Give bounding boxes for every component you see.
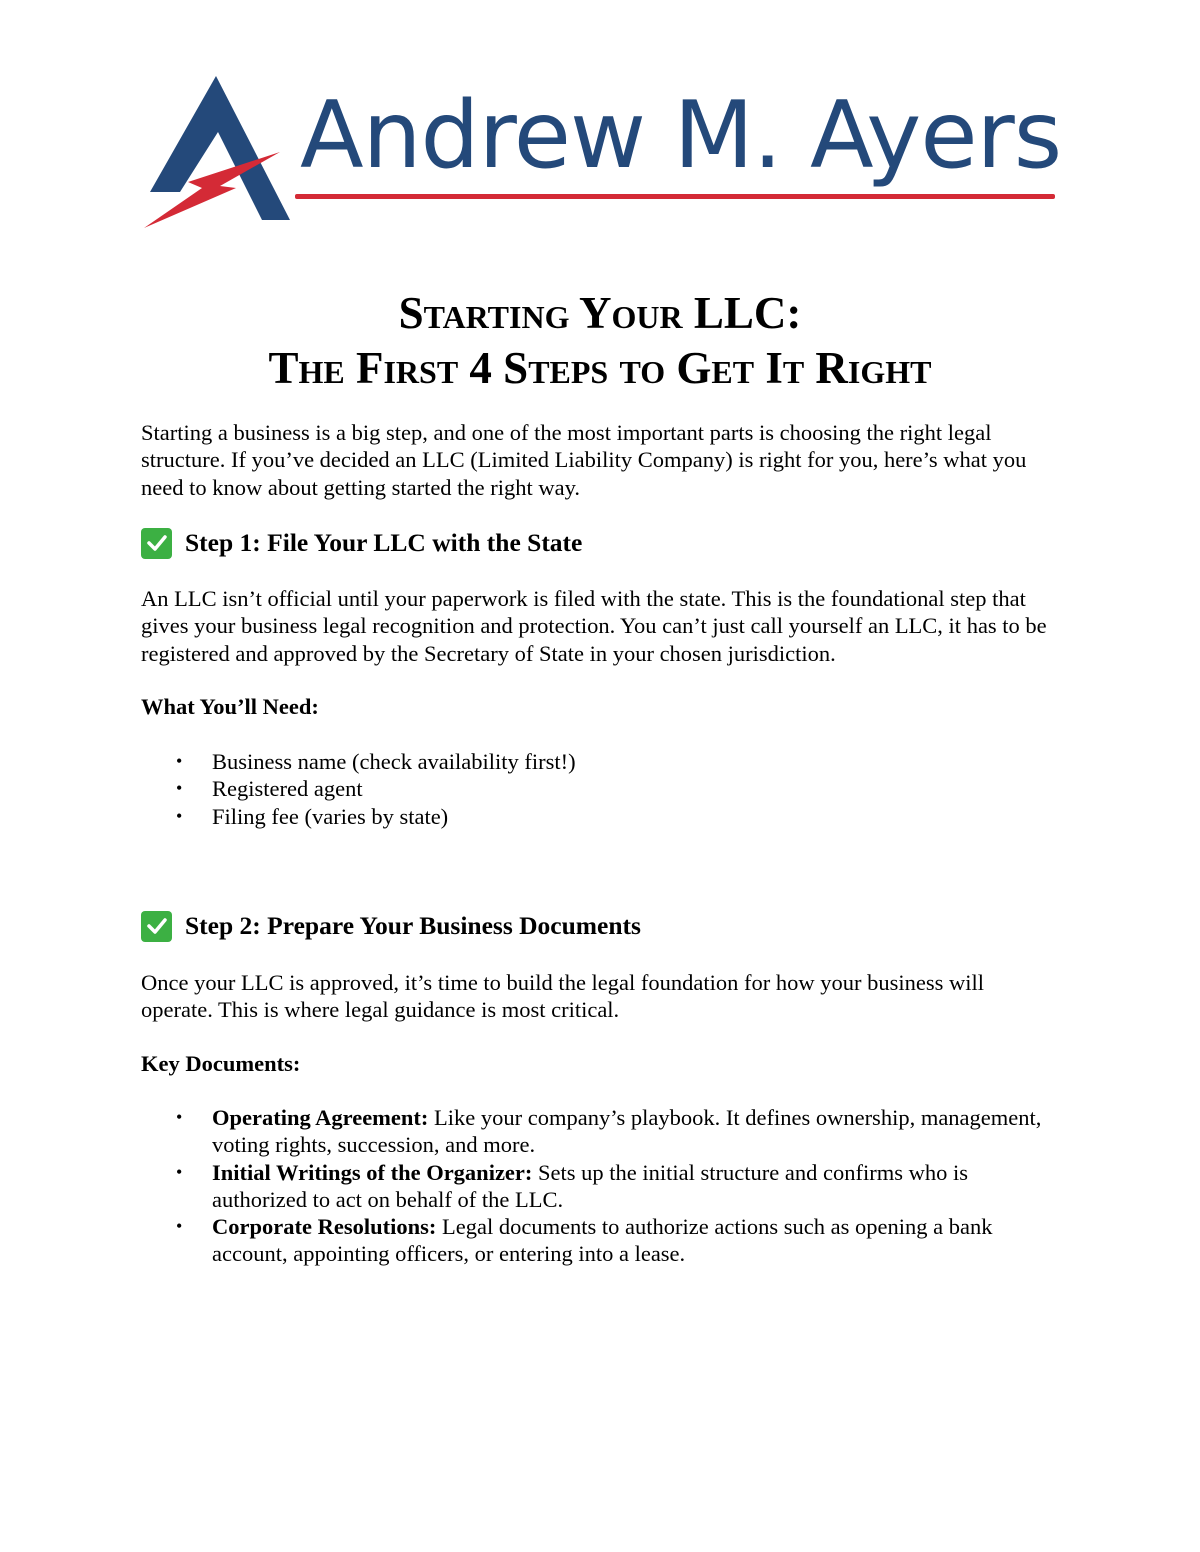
step-2-bullet-list	[141, 1104, 1061, 1268]
logo-underline	[295, 194, 1055, 199]
document-title-line-1: Starting Your LLC:	[398, 288, 802, 338]
list-item: • Operating Agreement: Like your company’s playbook. It defines ownership, management, voting rights, succession, and more.	[176, 1105, 1042, 1158]
list-item: • Corporate Resolutions: Legal documents to authorize actions such as opening a bank account, appointing officers, or entering into a lease.	[176, 1214, 993, 1267]
list-item: • Registered agent	[176, 776, 363, 802]
step-1-body: An LLC isn’t official until your paperwork is filed with the state. This is the foundational step that gives your business legal recognition and protection. You can’t just call yourself an LLC, it has to be registered and approved by the Secretary of State in your chosen jurisdiction.	[141, 586, 1047, 666]
intro-paragraph: Starting a business is a big step, and one of the most important parts is choosing the right legal structure. If you’ve decided an LLC (Limited Liability Company) is right for you, here’s what you need to know about getting started the right way.	[141, 420, 1027, 500]
logo-wordmark: Andrew M. Ayers	[300, 81, 1062, 189]
step-1-bullet-list	[141, 748, 1061, 830]
document-title-line-2: The First 4 Steps to Get It Right	[268, 343, 932, 393]
step-2-body: Once your LLC is approved, it’s time to build the legal foundation for how your business will operate. This is where legal guidance is most critical.	[141, 970, 984, 1023]
company-logo	[140, 70, 1070, 235]
step-2-title: Step 2: Prepare Your Business Documents	[185, 911, 641, 940]
step-2-subheading: Key Documents:	[141, 1051, 301, 1076]
check-mark-icon	[141, 528, 172, 559]
step-1-title: Step 1: File Your LLC with the State	[185, 528, 583, 557]
list-item: • Business name (check availability first!)	[176, 749, 576, 774]
step-1-subheading: What You’ll Need:	[141, 694, 319, 719]
step-2-heading	[141, 909, 641, 943]
check-mark-icon	[141, 911, 172, 942]
step-1-heading	[141, 526, 582, 560]
list-item: • Initial Writings of the Organizer: Sets up the initial structure and confirms who is authorized to act on behalf of the LLC.	[176, 1159, 968, 1212]
list-item: • Filing fee (varies by state)	[176, 803, 449, 829]
mountain-a-logo-icon	[140, 70, 300, 230]
